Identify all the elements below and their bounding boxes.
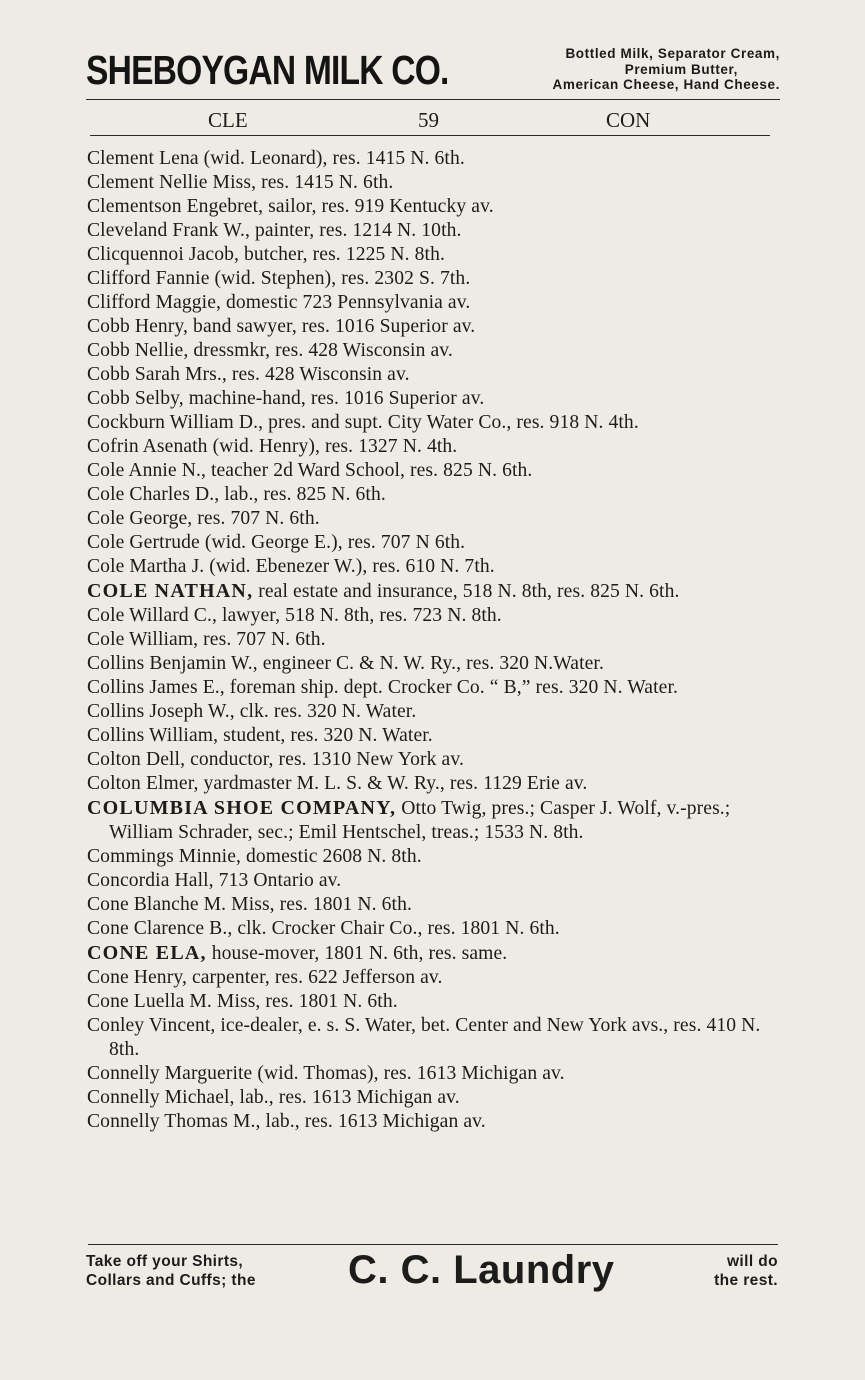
ad-taglines <box>553 46 781 93</box>
ad-line: Take off your Shirts, <box>86 1253 244 1270</box>
entry-text: Cole Willard C., lawyer, 518 N. 8th, res. 723 N. 8th. <box>87 605 502 626</box>
entry-text: Cole Martha J. (wid. Ebenezer W.), res. 610 N. 7th. <box>87 556 495 577</box>
directory-entry <box>87 555 777 579</box>
directory-entry <box>87 748 777 772</box>
directory-entry <box>87 869 777 893</box>
directory-entry <box>87 339 777 363</box>
entry-text: Clementson Engebret, sailor, res. 919 Kentucky av. <box>87 196 494 217</box>
entry-text: Cobb Nellie, dressmkr, res. 428 Wisconsin av. <box>87 340 453 361</box>
ad-tagline: American Cheese, Hand Cheese. <box>552 77 780 92</box>
entry-text: Collins William, student, res. 320 N. Water. <box>87 725 433 746</box>
ad-line: Collars and Cuffs; the <box>86 1272 256 1289</box>
directory-entry <box>87 243 777 267</box>
ad-tagline: Bottled Milk, Separator Cream, <box>565 46 780 61</box>
entry-text: house-mover, 1801 N. 6th, res. same. <box>206 943 508 964</box>
directory-entry <box>87 724 777 748</box>
entry-text: Cofrin Asenath (wid. Henry), res. 1327 N. 4th. <box>87 436 458 457</box>
entry-text: Clifford Fannie (wid. Stephen), res. 2302 S. 7th. <box>87 268 471 289</box>
entry-text: Colton Elmer, yardmaster M. L. S. & W. Ry., res. 1129 Erie av. <box>87 773 588 794</box>
ad-line: will do <box>726 1253 778 1270</box>
header-first-word: CLE <box>208 108 248 132</box>
directory-entry <box>87 147 777 171</box>
entry-text: Collins James E., foreman ship. dept. Crocker Co. “ B,” res. 320 N. Water. <box>87 677 678 698</box>
milk-company-advertisement <box>86 44 780 96</box>
header-last-word: CON <box>606 108 651 132</box>
directory-entry <box>87 772 777 796</box>
entry-text: Cockburn William D., pres. and supt. City Water Co., res. 918 N. 4th. <box>87 412 639 433</box>
directory-entry <box>87 941 777 966</box>
ad-brand-name: SHEBOYGAN MILK CO. <box>86 47 449 93</box>
entry-text: real estate and insurance, 518 N. 8th, res. 825 N. 6th. <box>253 581 680 602</box>
entry-text: Cone Luella M. Miss, res. 1801 N. 6th. <box>87 991 398 1012</box>
ad-left-text <box>86 1252 256 1290</box>
directory-entry <box>87 700 777 724</box>
entry-text: Cone Henry, carpenter, res. 622 Jefferson av. <box>87 967 443 988</box>
running-header <box>86 106 770 134</box>
directory-entry <box>87 990 777 1014</box>
ad-laundry-name: C. C. Laundry <box>348 1248 615 1292</box>
entry-text: Cone Clarence B., clk. Crocker Chair Co., res. 1801 N. 6th. <box>87 918 560 939</box>
entry-text: Cone Blanche M. Miss, res. 1801 N. 6th. <box>87 894 412 915</box>
directory-entry <box>87 291 777 315</box>
entry-text: Concordia Hall, 713 Ontario av. <box>87 870 342 891</box>
directory-entry <box>87 459 777 483</box>
directory-entry <box>87 363 777 387</box>
directory-entry <box>87 531 777 555</box>
entry-text: Clifford Maggie, domestic 723 Pennsylvania av. <box>87 292 471 313</box>
entry-text: Collins Joseph W., clk. res. 320 N. Water. <box>87 701 417 722</box>
entry-text: Collins Benjamin W., engineer C. & N. W. Ry., res. 320 N.Water. <box>87 653 604 674</box>
directory-entry <box>87 1014 777 1062</box>
directory-entry <box>87 435 777 459</box>
directory-entry <box>87 219 777 243</box>
directory-entry <box>87 604 777 628</box>
entry-text: Cole Gertrude (wid. George E.), res. 707 N 6th. <box>87 532 466 553</box>
entry-bold-name: COLUMBIA SHOE COMPANY, <box>87 797 397 819</box>
directory-entry <box>87 171 777 195</box>
directory-entry <box>87 796 777 845</box>
entry-text: Cole Charles D., lab., res. 825 N. 6th. <box>87 484 386 505</box>
directory-entry <box>87 1110 777 1134</box>
entry-text: Commings Minnie, domestic 2608 N. 8th. <box>87 846 422 867</box>
directory-entry <box>87 966 777 990</box>
directory-listings <box>87 147 777 1134</box>
entry-text: Clement Lena (wid. Leonard), res. 1415 N. 6th. <box>87 148 465 169</box>
entry-text: Clement Nellie Miss, res. 1415 N. 6th. <box>87 172 394 193</box>
entry-text: Otto Twig, pres.; Casper J. Wolf, v.-pres.; William Schrader, sec.; Emil Hentschel, treas.; 1533 N. 8th. <box>109 798 731 843</box>
directory-entry <box>87 267 777 291</box>
directory-entry <box>87 387 777 411</box>
entry-text: Conley Vincent, ice-dealer, e. s. S. Water, bet. Center and New York avs., res. 410 N. 8th. <box>87 1015 761 1060</box>
directory-entry <box>87 483 777 507</box>
ad-tagline: Premium Butter, <box>624 61 738 77</box>
entry-bold-name: COLE NATHAN, <box>87 580 254 602</box>
entry-text: Colton Dell, conductor, res. 1310 New York av. <box>87 749 464 770</box>
directory-entry <box>87 676 777 700</box>
directory-entry <box>87 195 777 219</box>
entry-text: Cole Annie N., teacher 2d Ward School, res. 825 N. 6th. <box>87 460 533 481</box>
entry-text: Cobb Sarah Mrs., res. 428 Wisconsin av. <box>87 364 410 385</box>
entry-text: Connelly Marguerite (wid. Thomas), res. 1613 Michigan av. <box>87 1063 565 1084</box>
entry-text: Cole William, res. 707 N. 6th. <box>87 629 326 650</box>
entry-text: Cobb Henry, band sawyer, res. 1016 Superior av. <box>87 316 476 337</box>
ad-right-text <box>714 1252 778 1290</box>
laundry-advertisement <box>86 1248 780 1300</box>
directory-entry <box>87 917 777 941</box>
directory-entry <box>87 507 777 531</box>
entry-text: Cobb Selby, machine-hand, res. 1016 Superior av. <box>87 388 485 409</box>
directory-entry <box>87 411 777 435</box>
directory-entry <box>87 1062 777 1086</box>
entry-text: Connelly Thomas M., lab., res. 1613 Michigan av. <box>87 1111 486 1132</box>
entry-text: Cleveland Frank W., painter, res. 1214 N. 10th. <box>87 220 462 241</box>
directory-entry <box>87 579 777 604</box>
directory-entry <box>87 845 777 869</box>
entry-bold-name: CONE ELA, <box>87 942 207 964</box>
header-rule-bottom <box>90 135 770 136</box>
directory-entry <box>87 628 777 652</box>
page-number: 59 <box>418 108 439 132</box>
directory-entry <box>87 1086 777 1110</box>
ad-line: the rest. <box>714 1272 778 1289</box>
directory-entry <box>87 315 777 339</box>
directory-entry <box>87 893 777 917</box>
header-rule-top <box>86 99 780 100</box>
directory-entry <box>87 652 777 676</box>
entry-text: Cole George, res. 707 N. 6th. <box>87 508 320 529</box>
entry-text: Clicquennoi Jacob, butcher, res. 1225 N. 8th. <box>87 244 445 265</box>
entry-text: Connelly Michael, lab., res. 1613 Michigan av. <box>87 1087 460 1108</box>
